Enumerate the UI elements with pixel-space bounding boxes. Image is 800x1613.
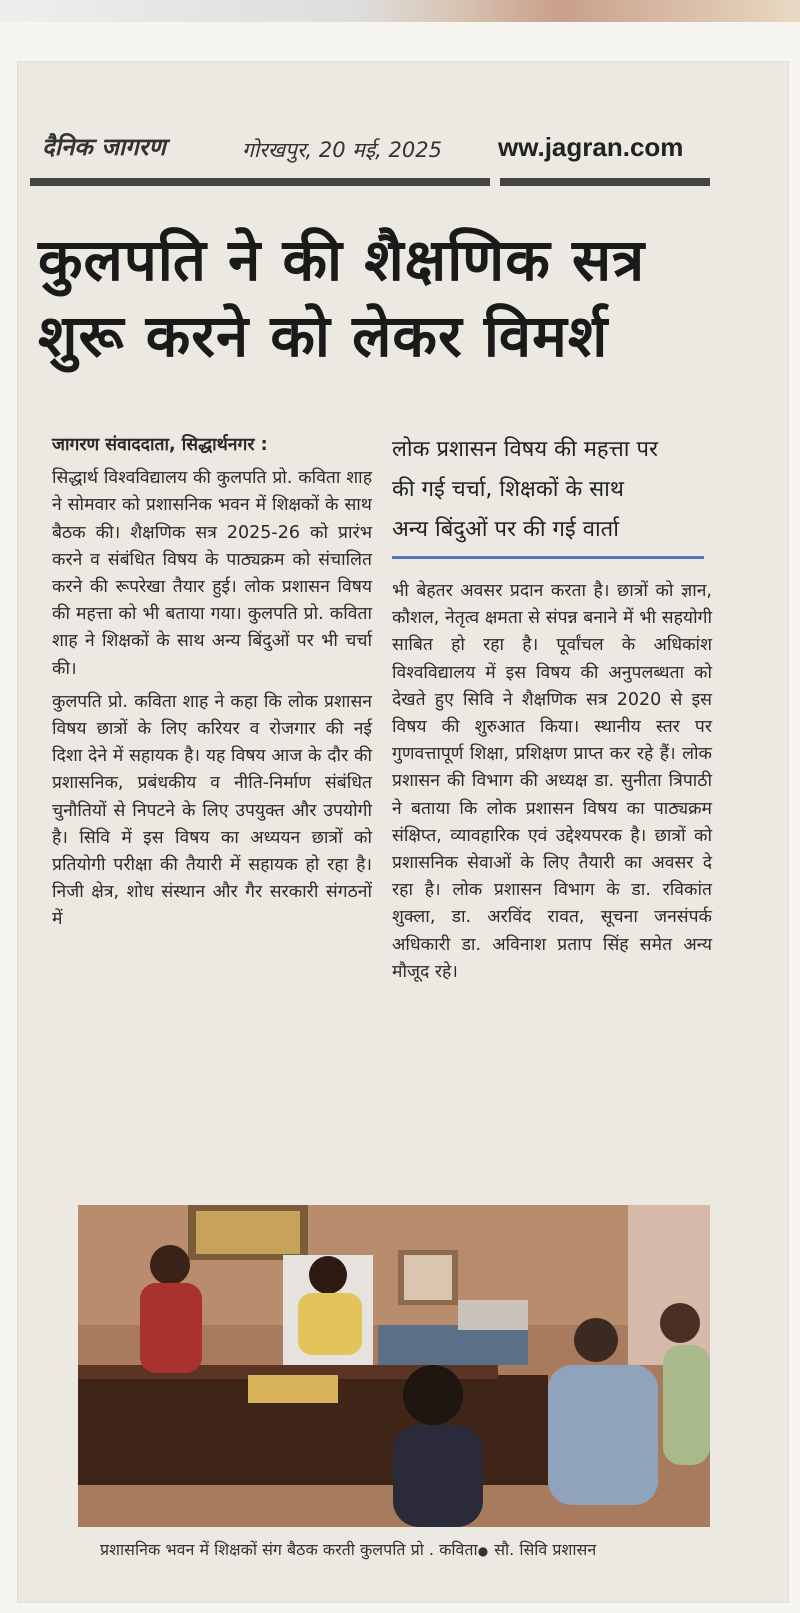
website: ww.jagran.com bbox=[498, 132, 684, 162]
headline-line-1: कुलपति ने की शैक्षणिक सत्र bbox=[38, 226, 646, 294]
pull-quote-rule bbox=[392, 556, 704, 559]
adjacent-page-strip bbox=[0, 0, 800, 22]
meeting-photo-illustration bbox=[78, 1205, 710, 1527]
byline: जागरण संवाददाता, सिद्धार्थनगर : bbox=[52, 435, 268, 455]
article-paragraph-2: कुलपति प्रो. कविता शाह ने कहा कि लोक प्रशासन विषय छात्रों के लिए करियर व रोजगार की नई दिशा देने में सहायक है। यह विषय आज के दौर की प्रशासनिक, प्रबंधकीय व नीति-निर्माण संबंधित चुनौतियों से निपटने के लिए उपयुक्त और उपयोगी है। सिवि में इस विषय का अध्ययन छात्रों को प्रतियोगी परीक्षा की तैयारी में सहायक हो रहा है। निजी क्षेत्र, शोध संस्थान और गैर सरकारी संगठनों में bbox=[52, 691, 372, 930]
masthead-rule-right bbox=[500, 178, 710, 186]
photo-caption bbox=[100, 1538, 720, 1560]
dateline: गोरखपुर, 20 मई, 2025 bbox=[242, 138, 442, 162]
headline bbox=[38, 222, 718, 374]
masthead-rule bbox=[30, 178, 490, 186]
pull-quote-line-2: की गई चर्चा, शिक्षकों के साथ bbox=[392, 477, 624, 502]
paper-name: दैनिक जागरण bbox=[42, 133, 166, 161]
caption-bullet: ● bbox=[477, 1544, 489, 1558]
pull-quote-line-3: अन्य बिंदुओं पर की गई वार्ता bbox=[392, 517, 619, 542]
pull-quote-line-1: लोक प्रशासन विषय की महत्ता पर bbox=[392, 437, 658, 462]
masthead bbox=[30, 130, 710, 200]
article-paragraph-1: सिद्धार्थ विश्वविद्यालय की कुलपति प्रो. कविता शाह ने सोमवार को प्रशासनिक भवन में शिक्षकों के साथ बैठक की। शैक्षणिक सत्र 2025-26 को प्रारंभ करने व संबंधित विषय के पाठ्यक्रम को संचालित करने की रूपरेखा तैयार हुई। लोक प्रशासन विषय की महत्ता को भी बताया गया। कुलपति प्रो. कविता शाह ने शिक्षकों के साथ अन्य बिंदुओं पर भी चर्चा की। bbox=[52, 468, 372, 679]
article-paragraph-3: भी बेहतर अवसर प्रदान करता है। छात्रों को ज्ञान, कौशल, नेतृत्व क्षमता से संपन्न बनाने में भी सहयोगी साबित हो रहा है। पूर्वांचल के अधिकांश विश्वविद्यालय में इस विषय की अनुपलब्धता को देखते हुए सिवि ने शैक्षणिक सत्र 2020 से इस विषय की शुरुआत किया। स्थानीय स्तर पर गुणवत्तापूर्ण शिक्षा, प्रशिक्षण प्राप्त कर रहे हैं। लोक प्रशासन की विभाग की अध्यक्ष डा. सुनीता त्रिपाठी ने बताया कि लोक प्रशासन विषय का पाठ्यक्रम संक्षिप्त, व्यावहारिक एवं उद्देश्यपरक है। छात्रों को प्रशासनिक सेवाओं के लिए तैयारी का अवसर दे रहा है। लोक प्रशासन विभाग के डा. रविकांत शुक्ला, डा. अरविंद रावत, सूचना जनसंपर्क अधिकारी डा. अविनाश प्रताप सिंह समेत अन्य मौजूद रहे। bbox=[392, 581, 712, 982]
headline-line-2: शुरू करने को लेकर विमर्श bbox=[38, 302, 609, 370]
photo-credit: सौ. सिवि प्रशासन bbox=[494, 1540, 597, 1559]
meeting-photo bbox=[78, 1205, 710, 1527]
article-column-right bbox=[392, 578, 712, 992]
caption-text: प्रशासनिक भवन में शिक्षकों संग बैठक करती कुलपति प्रो . कविता bbox=[100, 1540, 478, 1559]
pull-quote bbox=[392, 430, 702, 550]
article-column-left bbox=[52, 432, 372, 940]
